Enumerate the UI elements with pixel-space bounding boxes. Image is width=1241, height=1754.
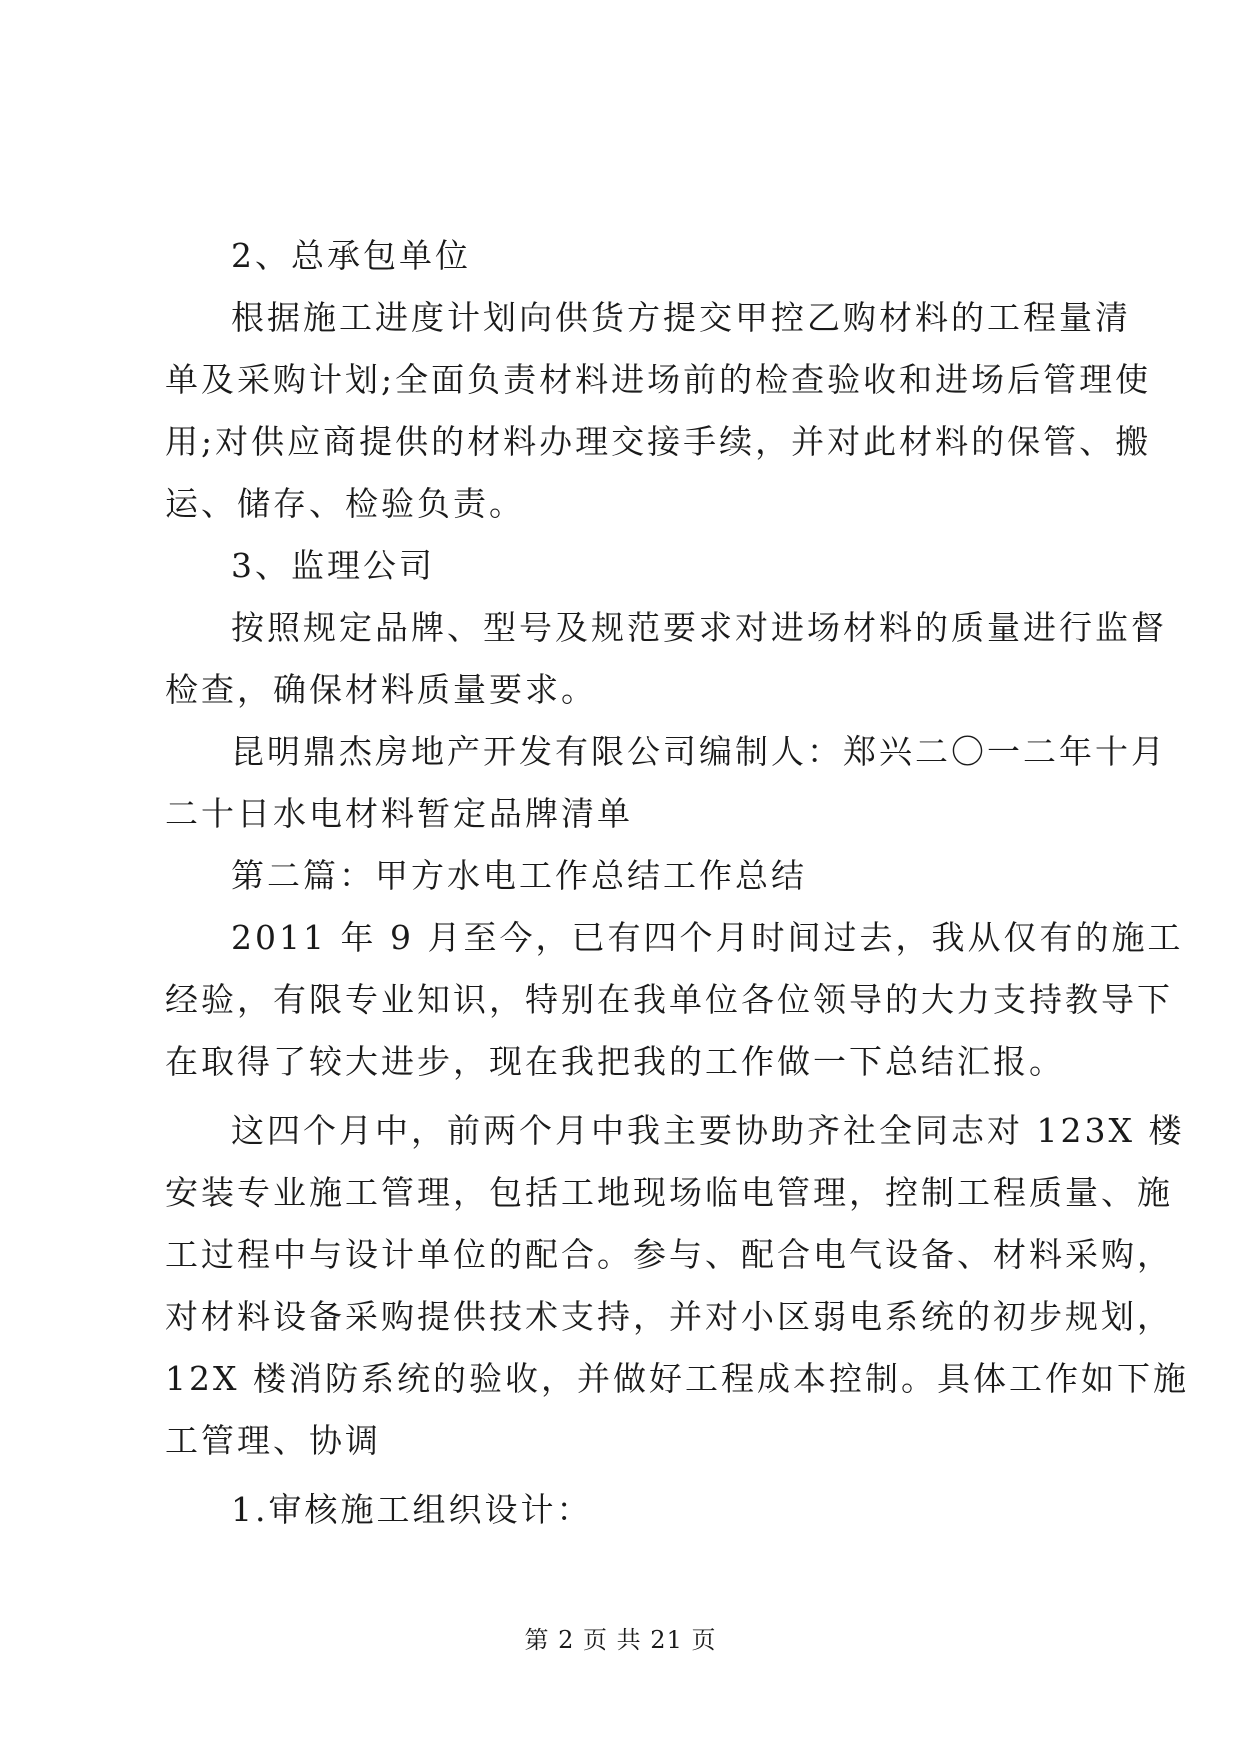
text-line: 用;对供应商提供的材料办理交接手续，并对此材料的保管、搬: [165, 422, 1152, 461]
text-line: 2011 年 9 月至今，已有四个月时间过去，我从仅有的施工: [231, 918, 1184, 957]
text-line: 2、总承包单位: [231, 236, 471, 275]
text-line: 二十日水电材料暂定品牌清单: [165, 794, 633, 833]
text-line: 3、监理公司: [231, 546, 435, 585]
text-line: 安装专业施工管理，包括工地现场临电管理，控制工程质量、施: [165, 1173, 1173, 1212]
text-line: 检查，确保材料质量要求。: [165, 670, 597, 709]
text-line: 单及采购计划;全面负责材料进场前的检查验收和进场后管理使: [165, 360, 1152, 399]
text-line: 工管理、协调: [165, 1421, 381, 1460]
text-line: 第二篇：甲方水电工作总结工作总结: [231, 856, 807, 895]
text-line: 工过程中与设计单位的配合。参与、配合电气设备、材料采购，: [165, 1235, 1173, 1274]
text-line: 这四个月中，前两个月中我主要协助齐社全同志对 123X 楼: [231, 1111, 1185, 1150]
document-body: [165, 225, 1189, 1541]
text-line: 对材料设备采购提供技术支持，并对小区弱电系统的初步规划，: [165, 1297, 1173, 1336]
text-line: 经验，有限专业知识，特别在我单位各位领导的大力支持教导下: [165, 980, 1173, 1019]
paragraph-gap: [165, 1472, 1085, 1479]
text-line: 按照规定品牌、型号及规范要求对进场材料的质量进行监督: [231, 608, 1167, 647]
text-line: 运、储存、检验负责。: [165, 484, 525, 523]
text-line: 12X 楼消防系统的验收，并做好工程成本控制。具体工作如下施: [165, 1359, 1189, 1398]
text-line: 昆明鼎杰房地产开发有限公司编制人：郑兴二〇一二年十月: [231, 732, 1167, 771]
text-line: 1.审核施工组织设计：: [231, 1490, 593, 1529]
text-line: 在取得了较大进步，现在我把我的工作做一下总结汇报。: [165, 1042, 1065, 1081]
paragraph-gap: [165, 1093, 1085, 1100]
page-footer: 第 2 页 共 21 页: [524, 1626, 717, 1654]
text-line: 根据施工进度计划向供货方提交甲控乙购材料的工程量清: [231, 298, 1131, 337]
